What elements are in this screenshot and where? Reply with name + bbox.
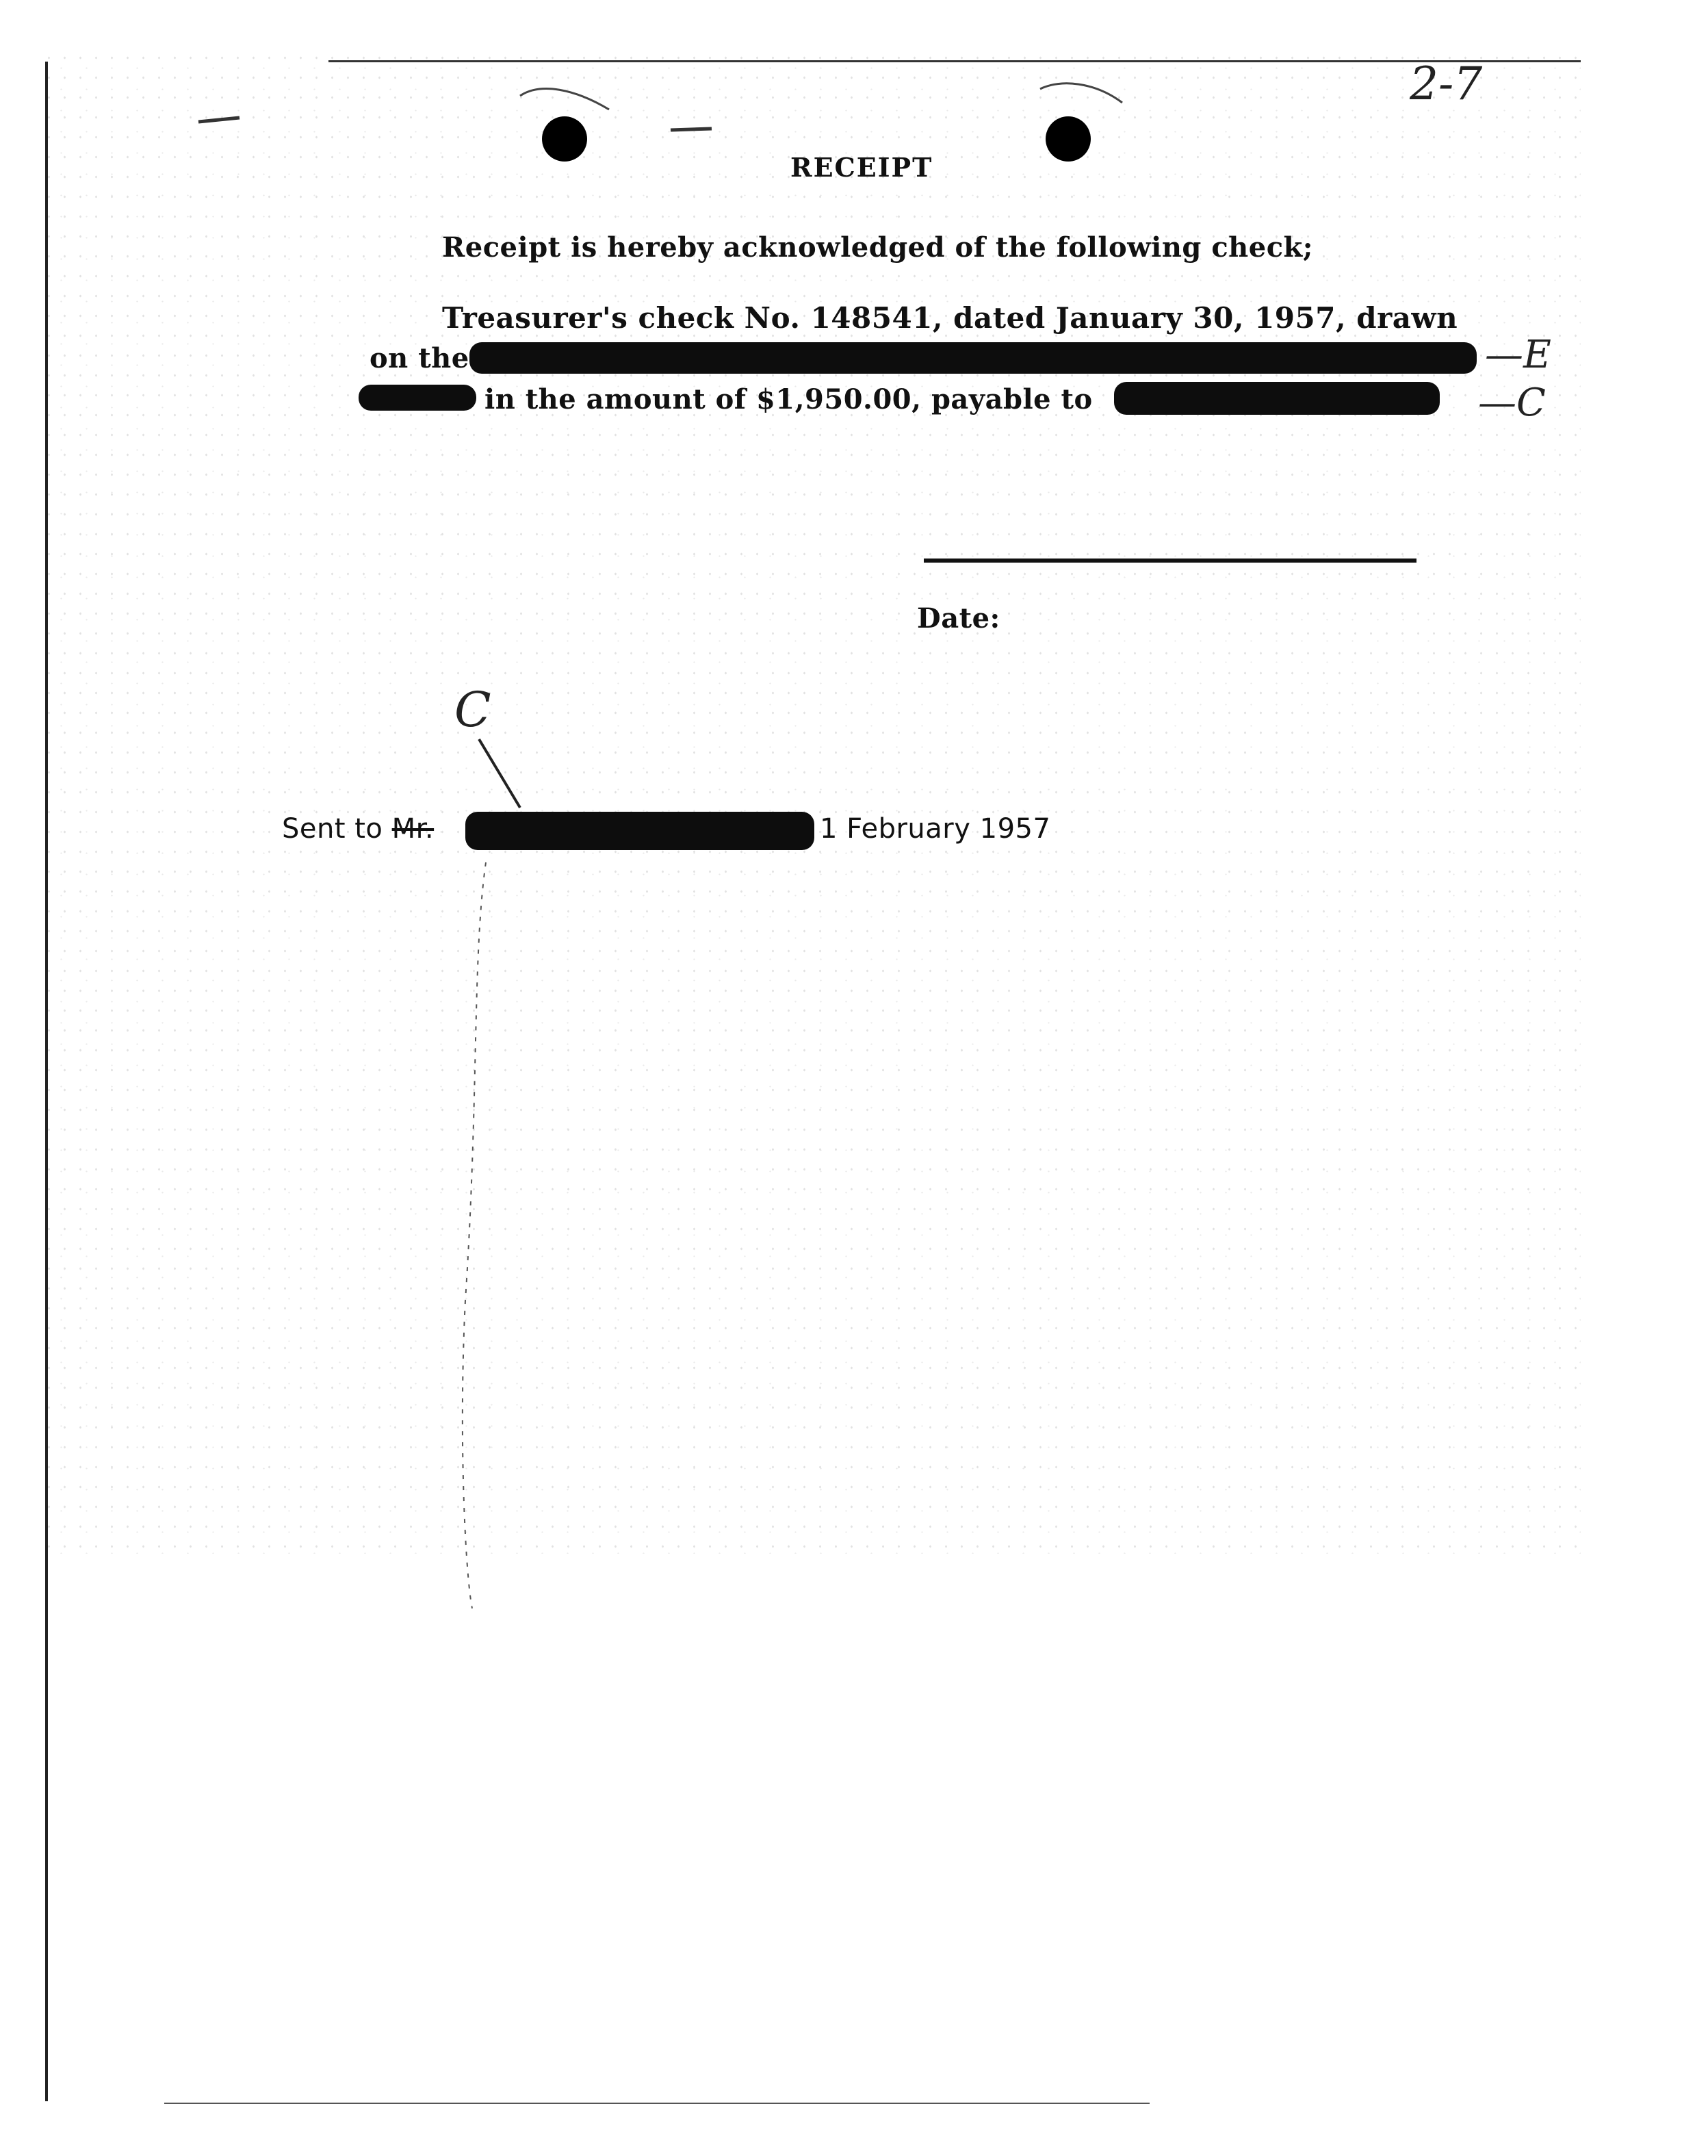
- handwritten-page-number: 2-7: [1410, 57, 1483, 110]
- sent-to-struck: Mr.: [391, 813, 435, 845]
- check-amount-line: in the amount of $1,950.00, payable to: [484, 383, 1093, 415]
- sent-date: 1 February 1957: [820, 813, 1051, 845]
- acknowledgement-text: Receipt is hereby acknowledged of the following check;: [442, 231, 1314, 264]
- handwritten-c-annotation: C: [454, 682, 491, 738]
- sent-to-prefix: Sent to: [282, 813, 383, 845]
- check-line-1: Treasurer's check No. 148541, dated January 30, 1957, drawn: [442, 301, 1458, 335]
- check-line-2-prefix: on the: [370, 342, 469, 374]
- date-label: Date:: [917, 602, 1000, 634]
- receipt-title: RECEIPT: [790, 152, 933, 183]
- handwritten-margin-c: —C: [1478, 381, 1546, 425]
- handwritten-margin-e: —E: [1485, 333, 1551, 377]
